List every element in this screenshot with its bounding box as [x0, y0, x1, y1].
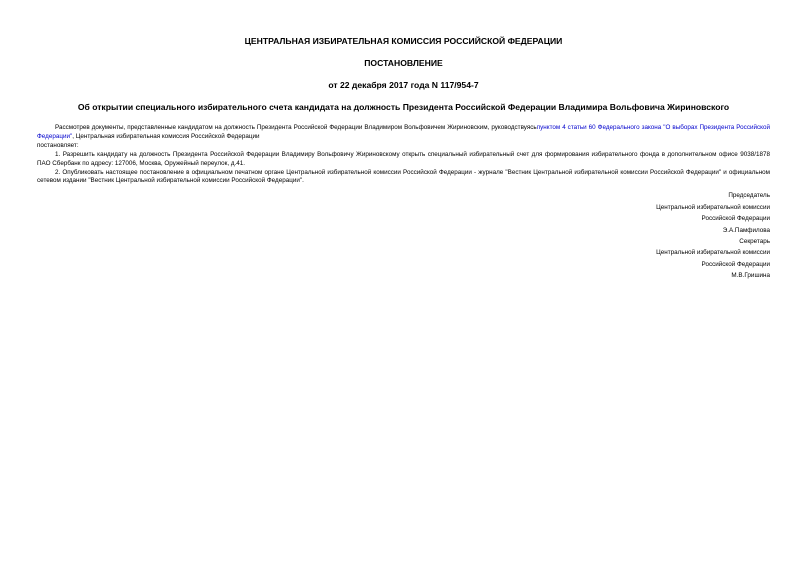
resolves-line: постановляет:: [37, 141, 79, 149]
preamble-text-tail: , Центральная избирательная комиссия Российской Федерации: [72, 132, 260, 140]
secretary-title: Секретарь: [739, 237, 770, 245]
chair-org-line-2: Российской Федерации: [701, 215, 770, 223]
clause-2: 2. Опубликовать настоящее постановление в официальном печатном органе Центральной избирательной комиссии Российской Федерации - журнале "Вестник Центральной избирательной комиссии Российской Федерации" и официальном сетевом издании "Вестник Центральной избирательной комиссии Российской Федерации".: [37, 168, 770, 185]
preamble-paragraph: [37, 124, 770, 142]
signature-block: [37, 190, 770, 281]
preamble-text: Рассмотрев документы, представленные кандидатом на должность Президента Российской Федерации Владимиром Вольфовичем Жириновским, руководствуясь: [55, 124, 537, 131]
law-reference-link[interactable]: пунктом 4 статьи 60 Федерального закона "О выборах Президента Российской Федерации": [37, 124, 770, 140]
secretary-name: М.В.Гришина: [731, 272, 770, 280]
document-body: [37, 124, 770, 186]
chair-name: Э.А.Памфилова: [722, 226, 770, 234]
chair-org-line-1: Центральной избирательной комиссии: [656, 203, 770, 211]
document-title: Об открытии специального избирательного счета кандидата на должность Президента Российской Федерации Владимира Вольфовича Жириновского: [77, 102, 730, 112]
document-page: [37, 30, 770, 282]
document-type-heading: ПОСТАНОВЛЕНИЕ: [364, 58, 443, 68]
document-date-number: от 22 декабря 2017 года N 117/954-7: [328, 80, 479, 90]
chair-title: Председатель: [728, 192, 770, 200]
secretary-org-line-1: Центральной избирательной комиссии: [656, 249, 770, 257]
clause-1: 1. Разрешить кандидату на должность Президента Российской Федерации Владимиру Вольфовичу Жириновскому открыть специальный избирательный счет для формирования избирательного фонда в дополнительном офисе 9038/1878 ПАО Сбербанк по адресу: 127006, Москва, Оружейный переулок, д.41.: [37, 150, 770, 167]
organization-heading: ЦЕНТРАЛЬНАЯ ИЗБИРАТЕЛЬНАЯ КОМИССИЯ РОССИЙСКОЙ ФЕДЕРАЦИИ: [244, 36, 563, 46]
secretary-org-line-2: Российской Федерации: [701, 260, 770, 268]
